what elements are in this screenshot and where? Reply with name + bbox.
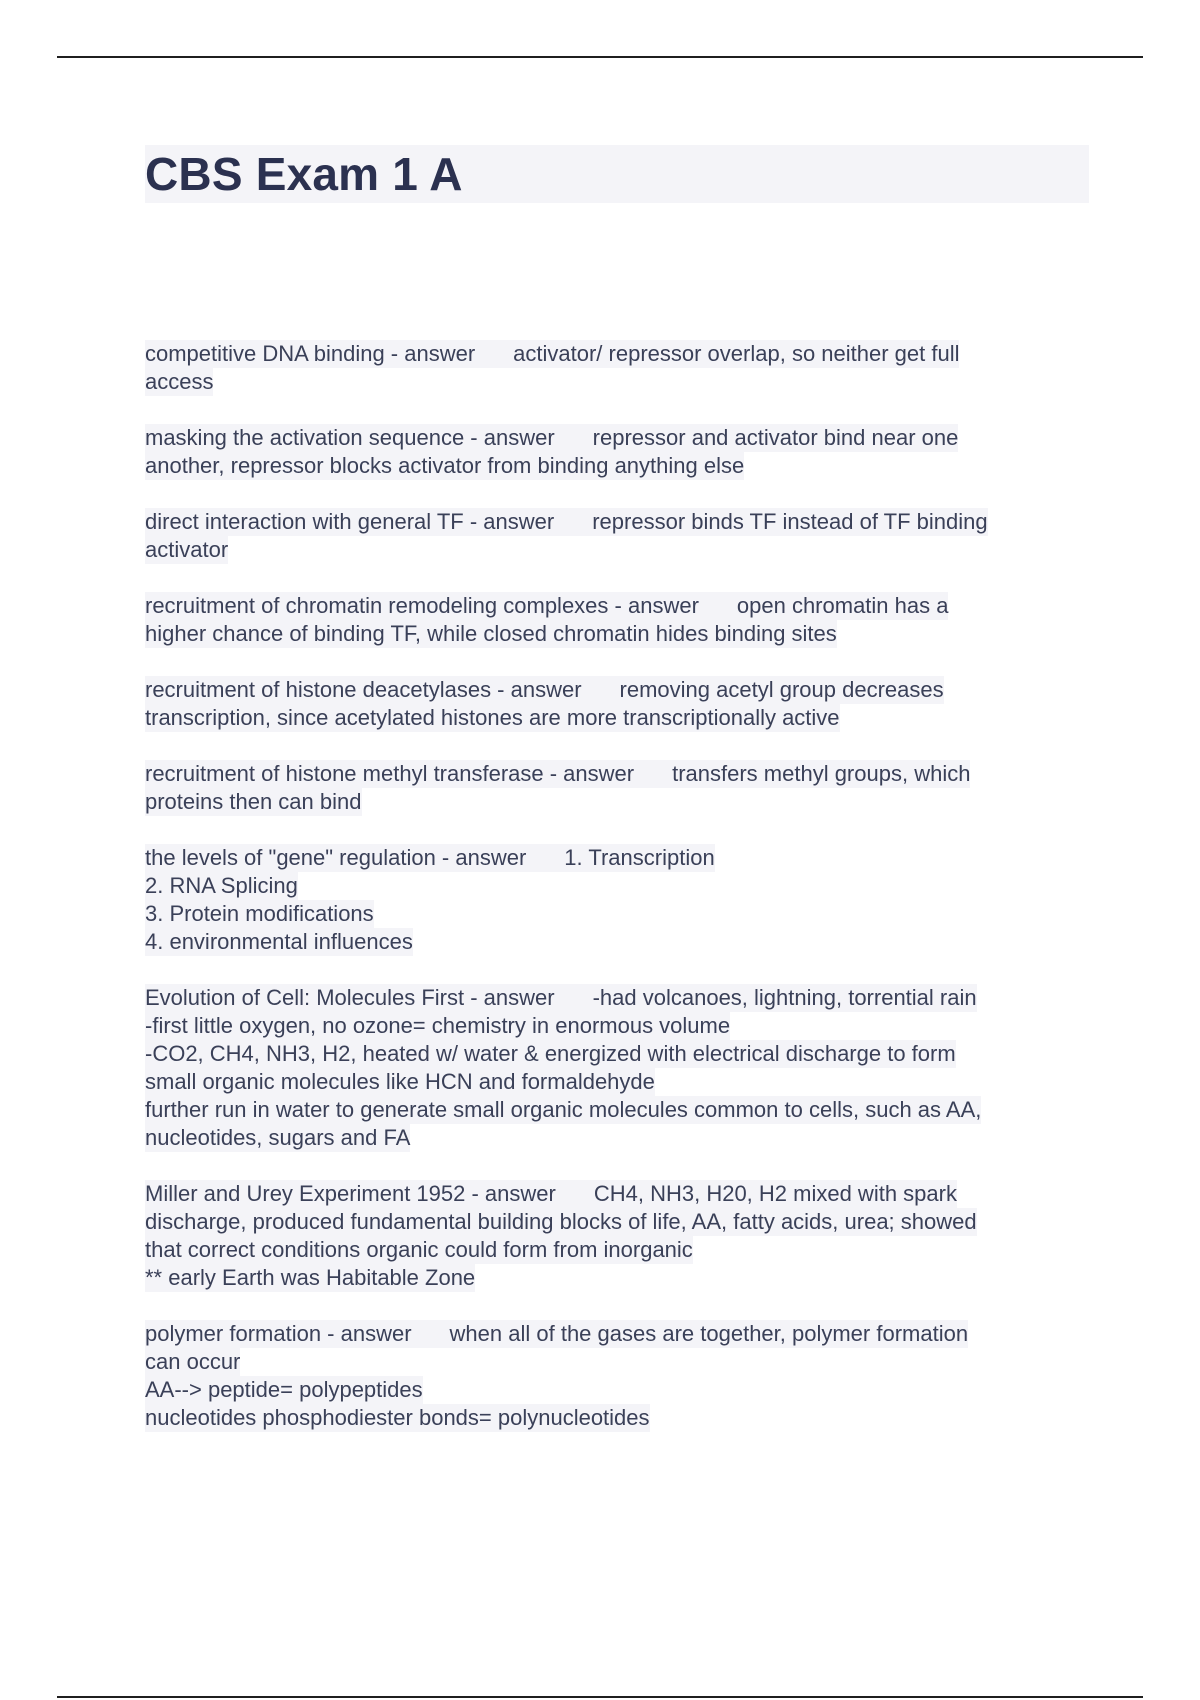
- flashcard-entry: [145, 844, 1095, 956]
- entry-term: the levels of "gene" regulation - answer: [145, 845, 527, 870]
- entry-answer-line: that correct conditions organic could form from inorganic: [145, 1237, 693, 1262]
- flashcard-entry: [145, 676, 1095, 732]
- entry-answer-line: transfers methyl groups, which: [672, 761, 971, 786]
- entry-answer-line: repressor and activator bind near one: [592, 425, 959, 450]
- entry-answer-line: nucleotides, sugars and FA: [145, 1125, 411, 1150]
- entry-answer-line: 1. Transcription: [564, 845, 715, 870]
- entry-answer-line: open chromatin has a: [736, 593, 949, 618]
- entry-term: Evolution of Cell: Molecules First - answer: [145, 985, 555, 1010]
- entry-term: polymer formation - answer: [145, 1321, 412, 1346]
- entry-answer-line: another, repressor blocks activator from binding anything else: [145, 453, 745, 478]
- entry-answer-line: AA--> peptide= polypeptides: [145, 1377, 423, 1402]
- entry-term: direct interaction with general TF - answer: [145, 509, 555, 534]
- entry-term: recruitment of chromatin remodeling complexes - answer: [145, 593, 699, 618]
- entry-answer-line: small organic molecules like HCN and formaldehyde: [145, 1069, 655, 1094]
- entry-answer-line: can occur: [145, 1349, 241, 1374]
- flashcard-entry: [145, 424, 1095, 480]
- flashcard-entry: [145, 508, 1095, 564]
- bottom-rule: [57, 1696, 1143, 1698]
- entry-answer-line: access: [145, 369, 214, 394]
- top-rule: [57, 56, 1143, 58]
- entry-term: masking the activation sequence - answer: [145, 425, 555, 450]
- flashcard-entry: [145, 1320, 1095, 1432]
- document-title: CBS Exam 1 A: [145, 148, 463, 200]
- entry-first-line: [145, 1320, 968, 1348]
- entry-answer-line: 3. Protein modifications: [145, 901, 374, 926]
- entry-first-line: [145, 508, 988, 536]
- entry-answer-line: further run in water to generate small organic molecules common to cells, such as AA,: [145, 1097, 982, 1122]
- entry-answer-line: nucleotides phosphodiester bonds= polynucleotides: [145, 1405, 650, 1430]
- entry-term: recruitment of histone methyl transferase - answer: [145, 761, 635, 786]
- entry-term: Miller and Urey Experiment 1952 - answer: [145, 1181, 556, 1206]
- flashcard-list: [145, 340, 1095, 1460]
- entry-answer-line: when all of the gases are together, polymer formation: [449, 1321, 969, 1346]
- entry-answer-line: 4. environmental influences: [145, 929, 413, 954]
- entry-answer-line: -had volcanoes, lightning, torrential rain: [592, 985, 977, 1010]
- entry-answer-line: activator: [145, 537, 229, 562]
- entry-answer-line: transcription, since acetylated histones are more transcriptionally active: [145, 705, 840, 730]
- entry-first-line: [145, 676, 944, 704]
- entry-answer-line: proteins then can bind: [145, 789, 362, 814]
- entry-term: competitive DNA binding - answer: [145, 341, 476, 366]
- entry-answer-line: discharge, produced fundamental building blocks of life, AA, fatty acids, urea; showed: [145, 1209, 977, 1234]
- entry-answer-line: ** early Earth was Habitable Zone: [145, 1265, 476, 1290]
- entry-answer-line: repressor binds TF instead of TF binding: [592, 509, 988, 534]
- entry-answer-line: CH4, NH3, H20, H2 mixed with spark: [593, 1181, 957, 1206]
- entry-first-line: [145, 844, 715, 872]
- flashcard-entry: [145, 592, 1095, 648]
- entry-answer-line: -first little oxygen, no ozone= chemistry in enormous volume: [145, 1013, 731, 1038]
- entry-first-line: [145, 592, 948, 620]
- entry-term: recruitment of histone deacetylases - answer: [145, 677, 582, 702]
- entry-answer-line: higher chance of binding TF, while closed chromatin hides binding sites: [145, 621, 837, 646]
- flashcard-entry: [145, 1180, 1095, 1292]
- entry-first-line: [145, 424, 958, 452]
- entry-answer-line: removing acetyl group decreases: [619, 677, 944, 702]
- entry-answer-line: -CO2, CH4, NH3, H2, heated w/ water & energized with electrical discharge to form: [145, 1041, 956, 1066]
- entry-first-line: [145, 984, 977, 1012]
- entry-first-line: [145, 1180, 957, 1208]
- entry-answer-line: activator/ repressor overlap, so neither get full: [513, 341, 960, 366]
- flashcard-entry: [145, 340, 1095, 396]
- flashcard-entry: [145, 760, 1095, 816]
- entry-first-line: [145, 760, 970, 788]
- entry-answer-line: 2. RNA Splicing: [145, 873, 298, 898]
- entry-first-line: [145, 340, 959, 368]
- flashcard-entry: [145, 984, 1095, 1152]
